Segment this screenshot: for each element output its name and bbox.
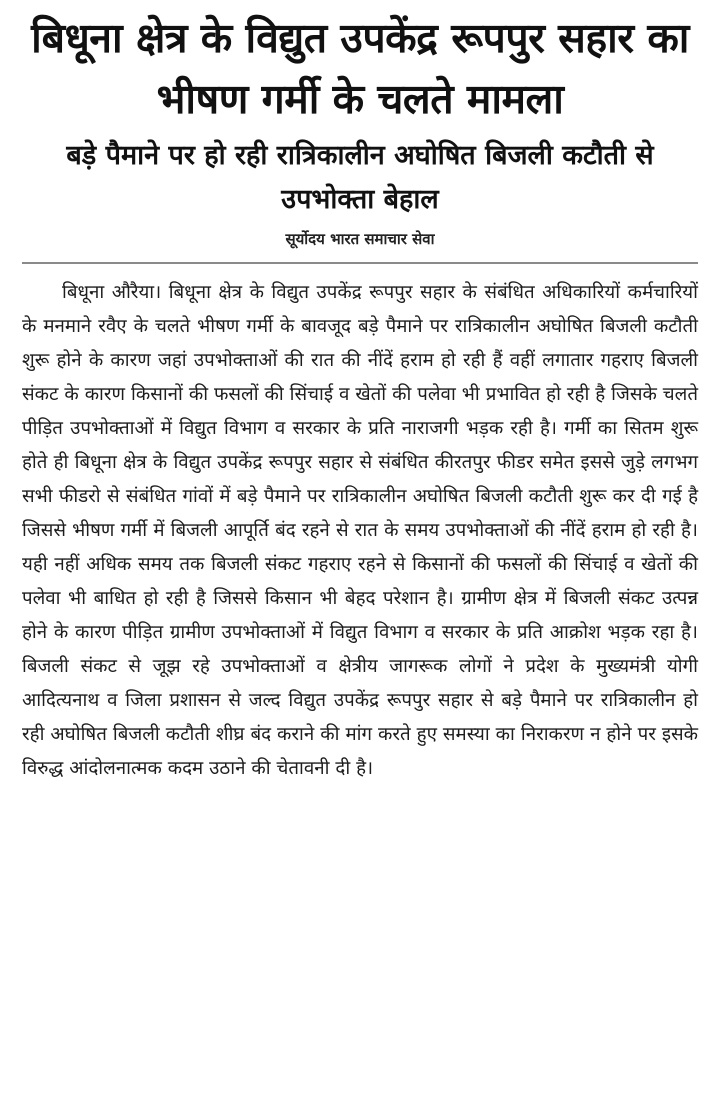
subheadline: बड़े पैमाने पर हो रही रात्रिकालीन अघोषित बिजली कटौती से उपभोक्ता बेहाल (66, 140, 654, 215)
byline: सूर्योदय भारत समाचार सेवा (285, 230, 435, 248)
divider (22, 262, 698, 264)
headline: बिधूना क्षेत्र के विद्युत उपकेंद्र रूपपुर सहार का भीषण गर्मी के चलते मामला (31, 14, 689, 123)
article-body: बिधूना औरैया। बिधूना क्षेत्र के विद्युत उपकेंद्र रूपपुर सहार के संबंधित अधिकारियों कर्मचारियों के मनमाने रवैए के चलते भीषण गर्मी के बावजूद बड़े पैमाने पर रात्रिकालीन अघोषित बिजली कटौती शुरू होने के कारण जहां उपभोक्ताओं की रात की नींदें हराम हो रही हैं वहीं लगातार गहराए बिजली संकट के कारण किसानों की फसलों की सिंचाई व खेतों की पलेवा भी प्रभावित हो रही है जिसके चलते पीड़ित उपभोक्ताओं में विद्युत विभाग व सरकार के प्रति नाराजगी भड़क रही है। गर्मी का सितम शुरू होते ही बिधूना क्षेत्र के विद्युत उपकेंद्र रूपपुर सहार से संबंधित कीरतपुर फीडर समेत इससे जुड़े लगभग सभी फीडरो से संबंधित गांवों में बड़े पैमाने पर रात्रिकालीन अघोषित बिजली कटौती शुरू कर दी गई है जिससे भीषण गर्मी में बिजली आपूर्ति बंद रहने से रात के समय उपभोक्ताओं की नींदें हराम हो रही है। यही नहीं अधिक समय तक बिजली संकट गहराए रहने से किसानों की फसलों की सिंचाई व खेतों की पलेवा भी बाधित हो रही है जिससे किसान भी बेहद परेशान है। ग्रामीण क्षेत्र में बिजली संकट उत्पन्न होने के कारण पीड़ित ग्रामीण उपभोक्ताओं में विद्युत विभाग व सरकार के प्रति आक्रोश भड़क रहा है। बिजली संकट से जूझ रहे उपभोक्ताओं व क्षेत्रीय जागरूक लोगों ने प्रदेश के मुख्यमंत्री योगी आदित्यनाथ व जिला प्रशासन से जल्द विद्युत उपकेंद्र रूपपुर सहार से बड़े पैमाने पर रात्रिकालीन हो रही अघोषित बिजली कटौती शीघ्र बंद कराने की मांग करते हुए समस्या का निराकरण न होने पर इसके विरुद्ध आंदोलनात्मक कदम उठाने की चेतावनी दी है। (22, 282, 698, 779)
